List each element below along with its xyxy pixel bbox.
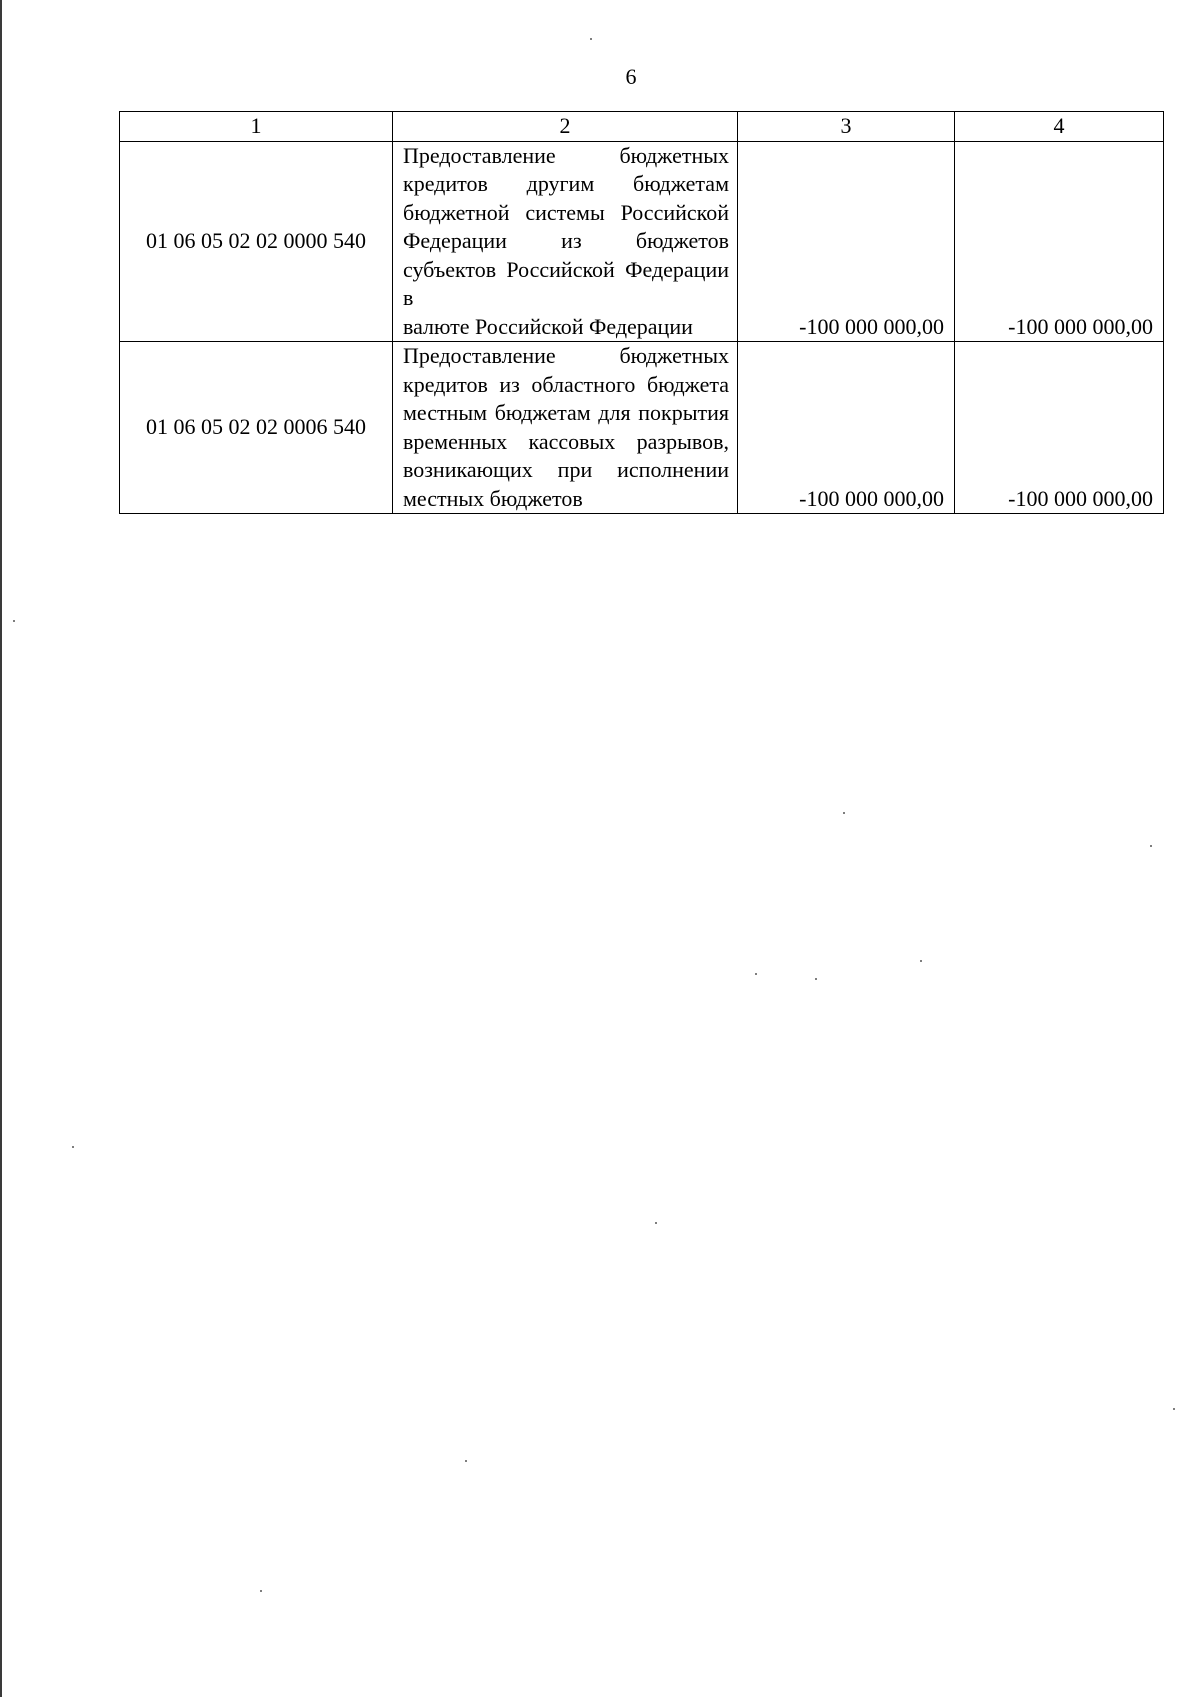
budget-code-cell: 01 06 05 02 02 0006 540 (120, 342, 393, 514)
column-header-1: 1 (120, 112, 393, 142)
column-header-2: 2 (393, 112, 738, 142)
scan-speck (1150, 845, 1152, 847)
column-header-4: 4 (955, 112, 1164, 142)
scan-speck (1173, 1408, 1175, 1410)
scan-speck (655, 1222, 657, 1224)
scan-speck (815, 978, 817, 980)
page-number: 6 (625, 64, 637, 89)
scan-speck (755, 973, 757, 975)
description-text: Предоставление бюджетных кредитов другим бюджетам бюджетной системы Российской Федерации из бюджетов субъектов Российской Федерации в (403, 142, 729, 310)
amount-cell-col3: -100 000 000,00 (738, 342, 955, 514)
description-text: Предоставление бюджетных кредитов из областного бюджета местным бюджетам для покрытия временных кассовых разрывов, возникающих при исполнении (403, 343, 729, 482)
scan-speck (260, 1590, 262, 1592)
scan-speck (72, 1146, 74, 1148)
table-header-row (120, 112, 1164, 142)
scan-speck (590, 38, 592, 40)
scan-speck (465, 1460, 467, 1462)
scan-speck (13, 620, 15, 622)
scan-speck (843, 812, 845, 814)
description-cell (393, 141, 738, 342)
scan-speck (920, 960, 922, 962)
table-row (120, 141, 1164, 342)
column-header-3: 3 (738, 112, 955, 142)
table-row (120, 342, 1164, 514)
amount-cell-col4: -100 000 000,00 (955, 342, 1164, 514)
budget-code-cell: 01 06 05 02 02 0000 540 (120, 141, 393, 342)
amount-cell-col4: -100 000 000,00 (955, 141, 1164, 342)
scan-edge-line (0, 0, 2, 1697)
description-last-line: местных бюджетов (403, 485, 583, 511)
description-cell (393, 342, 738, 514)
amount-cell-col3: -100 000 000,00 (738, 141, 955, 342)
description-last-line: валюте Российской Федерации (403, 313, 693, 339)
budget-table (119, 111, 1164, 514)
